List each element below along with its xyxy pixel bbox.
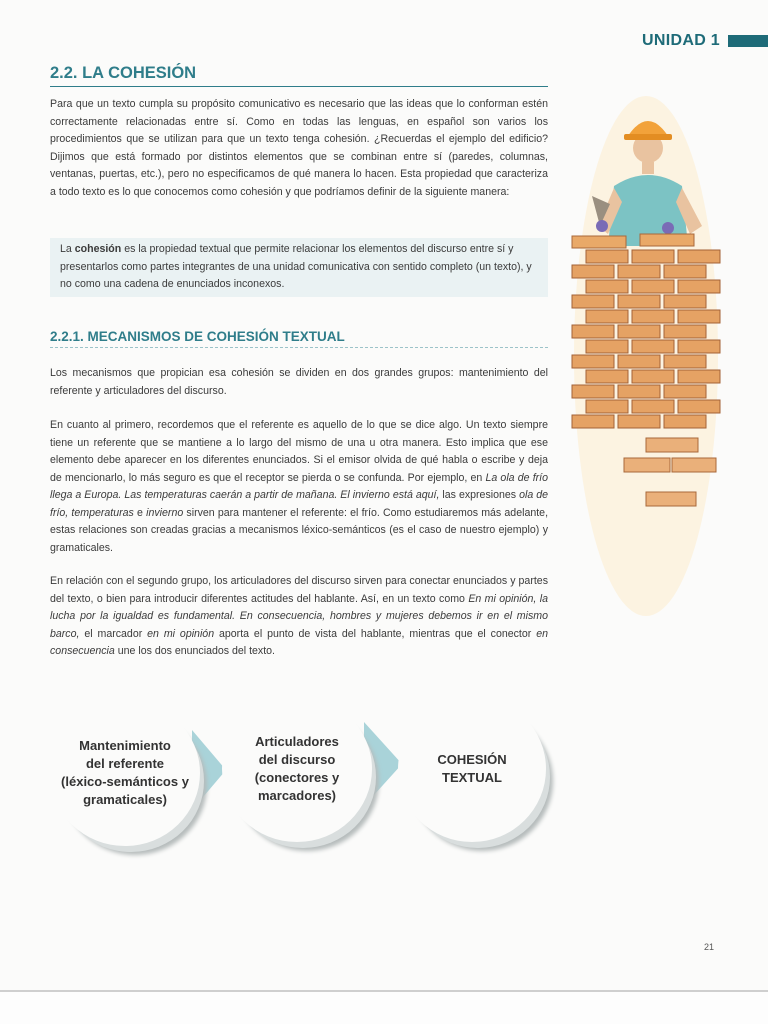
circle-articuladores (222, 696, 372, 842)
brick (632, 370, 674, 383)
definition-box (50, 238, 548, 297)
brick (664, 265, 706, 278)
circle-mantenimiento (50, 700, 200, 846)
brick (572, 415, 614, 428)
c2-line3: (conectores y (254, 770, 340, 785)
intro-paragraph: Para que un texto cumpla su propósito comunicativo es necesario que las ideas que lo conforman estén correctamente relacionadas entre sí. Como en todas las lenguas, en español son varios los procedimientos que se utilizan para que un texto tenga cohesión. ¿Recuerdas el ejemplo del edificio? Dijimos que está formado por distintos elementos que se combinan entre sí (paredes, columnas, ventanas, puertas, etc.), pero no especificamos de qué manera lo hacen. Esta propiedad que caracteriza a todo texto es lo que conocemos como cohesión y que podríamos definir de la siguiente manera: (50, 98, 548, 198)
definition-pre: La (60, 243, 75, 255)
p2-b: las expresiones (439, 489, 520, 501)
worker-brick-wall-illustration (566, 76, 726, 636)
circle-cohesion-textual (398, 696, 546, 842)
p3-b: el marcador (79, 627, 148, 640)
c1-line2: del referente (85, 756, 165, 771)
brick (664, 355, 706, 368)
brick (678, 250, 720, 263)
brick (678, 310, 720, 323)
p2-example: La ola de frío llega a Europa. Las temperaturas caerán a partir de mañana. El invierno está aquí, (50, 471, 548, 501)
p3-a: En relación con el segundo grupo, los articuladores del discurso sirven para conectar enunciados y partes del texto, o bien para introducir diferentes actitudes del hablante. Así, en un texto como (50, 575, 548, 605)
p2-a: En cuanto al primero, recordemos que el referente es aquello de lo que se dice algo. Un texto siempre tiene un referente que se mantiene a lo largo del mismo de una u otra manera. Esto implica que ese elemento debe aparecer en los diferentes enunciados. Si el emisor olvida de qué habla o escribe y deja de mencionarlo, lo más seguro es que el receptor se pierda o se confunda. Por ejemplo, en (50, 419, 548, 484)
definition-post: es la propiedad textual que permite relacionar los elementos del discurso entre sí y presentarlos como partes integrantes de una unidad comunicativa con sentido completo (un texto), y no como una cadena de enunciados inconexos. (60, 243, 532, 290)
brick (586, 310, 628, 323)
brick (678, 280, 720, 293)
c2-line1: Articuladores (255, 734, 339, 749)
p2-terms: ola de frío, temperaturas (50, 489, 548, 519)
p3-c: aporta el punto de vista del hablante, mientras que el conector (214, 627, 537, 640)
brick (678, 340, 720, 353)
brick (618, 355, 660, 368)
next-page-edge (0, 992, 768, 1024)
brick (618, 325, 660, 338)
c3-line1: COHESIÓN (437, 752, 507, 767)
brick (572, 325, 614, 338)
brick (618, 295, 660, 308)
page-number: 21 (704, 942, 715, 952)
brick (678, 400, 720, 413)
p3-connector: en consecuencia (50, 627, 548, 657)
c3-line2: TEXTUAL (442, 770, 502, 785)
brick (586, 340, 628, 353)
c2-line2: del discurso (258, 752, 336, 767)
brick (664, 415, 706, 428)
brick (632, 280, 674, 293)
p3-example: En mi opinión, la lucha por la igualdad es fundamental. En consecuencia, hombres y mujeres debemos ir en el mismo barco, (50, 592, 548, 640)
c2-line4: marcadores) (257, 788, 337, 803)
section-title: 2.2. LA COHESIÓN (50, 64, 548, 87)
brick (664, 295, 706, 308)
brick (586, 400, 628, 413)
brick (586, 250, 628, 263)
p2-c: e (133, 506, 147, 519)
brick (572, 385, 614, 398)
brick (586, 280, 628, 293)
brick (632, 340, 674, 353)
p3-marker: en mi opinión (147, 627, 215, 640)
brick (678, 370, 720, 383)
c1-line1: Mantenimiento (79, 738, 171, 753)
brick (586, 370, 628, 383)
unit-header (642, 30, 768, 52)
paragraph-2 (50, 417, 548, 557)
paragraph-3 (50, 573, 548, 661)
p3-d: une los dos enunciados del texto. (114, 645, 275, 657)
brick (632, 400, 674, 413)
c1-line4: gramaticales) (83, 792, 167, 807)
brick (632, 250, 674, 263)
definition-term: cohesión (74, 243, 122, 255)
cohesion-diagram (0, 700, 768, 860)
subsection-title: 2.2.1. MECANISMOS DE COHESIÓN TEXTUAL (50, 329, 548, 348)
brick (618, 415, 660, 428)
paragraph-1: Los mecanismos que propician esa cohesión se dividen en dos grandes grupos: mantenimiento del referente y articuladores del discurso. (50, 367, 548, 397)
p2-d: sirven para mantener el referente: el frío. Como estudiaremos más adelante, estas relaciones son creadas gracias a mecanismos léxico-semánticos (es el caso de nuestro ejemplo) y gramaticales. (50, 506, 549, 554)
unit-label: UNIDAD 1 (642, 32, 720, 49)
unit-bar (728, 35, 768, 47)
brick (572, 355, 614, 368)
brick (632, 310, 674, 323)
brick (618, 265, 660, 278)
brick (664, 385, 706, 398)
brick (664, 325, 706, 338)
brick (618, 385, 660, 398)
brick (572, 295, 614, 308)
p2-term2: invierno (146, 506, 184, 519)
brick (572, 265, 614, 278)
c1-line3: (léxico-semánticos y (61, 774, 189, 789)
